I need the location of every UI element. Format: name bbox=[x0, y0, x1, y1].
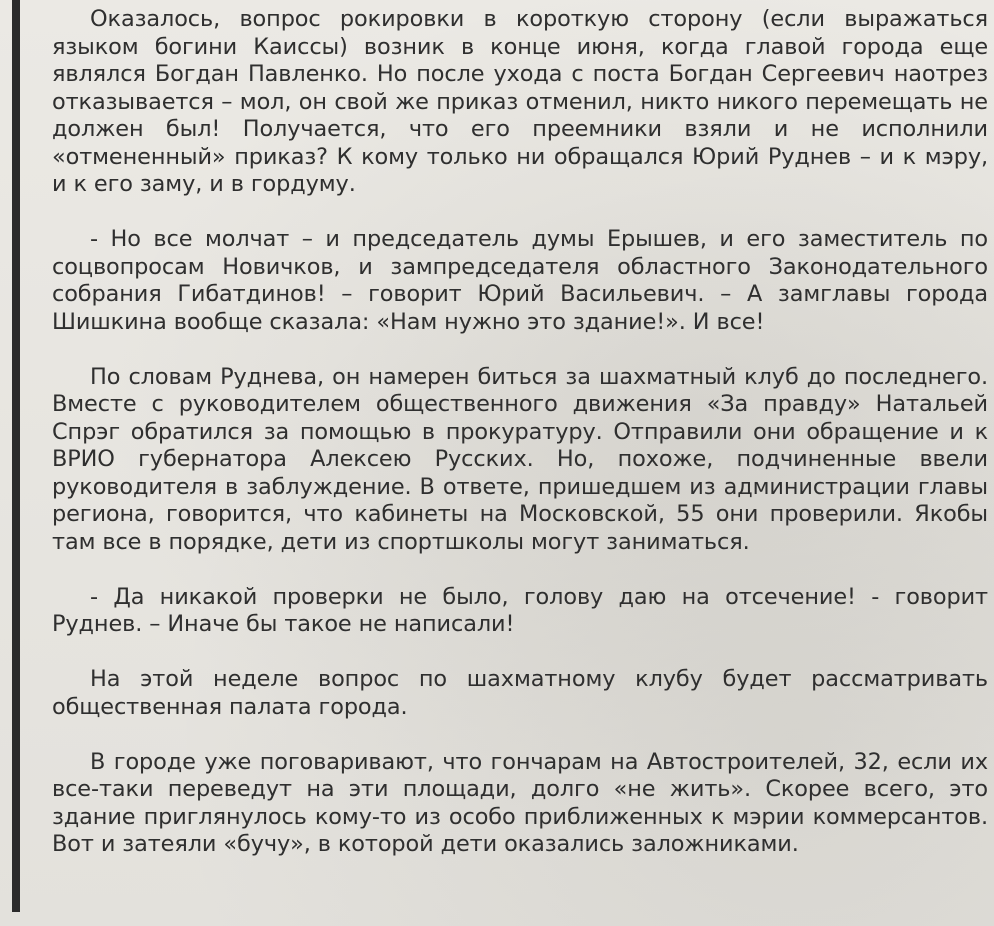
paragraph-2: - Но все молчат – и председатель думы Ерышев, и его заместитель по соцвопросам Новичков, и зампредседателя областного Законодательного собрания Гибатдинов! – говорит Юрий Васильевич. – А замглавы города Шишкина вообще сказала: «Нам нужно это здание!». И все! bbox=[52, 226, 988, 335]
paragraph-5: На этой неделе вопрос по шахматному клубу будет рассматривать общественная палата города. bbox=[52, 666, 988, 720]
paragraph-3: По словам Руднева, он намерен биться за шахматный клуб до последнего. Вместе с руководителем общественного движения «За правду» Натальей Спрэг обратился за помощью в прокуратуру. Отправили они обращение и к ВРИО губернатора Алексею Русских. Но, похоже, подчиненные ввели руководителя в заблуждение. В ответе, пришедшем из администрации главы региона, говорится, что кабинеты на Московской, 55 они проверили. Якобы там все в порядке, дети из спортшколы могут заниматься. bbox=[52, 363, 988, 555]
paragraph-4: - Да никакой проверки не было, голову даю на отсечение! - говорит Руднев. – Иначе бы такое не написали! bbox=[52, 583, 988, 637]
paragraph-6: В городе уже поговаривают, что гончарам на Автостроителей, 32, если их все-таки переведут на эти площади, долго «не жить». Скорее всего, это здание приглянулось кому-то из особо приближенных к мэрии коммерсантов. Вот и затеяли «бучу», в которой дети оказались заложниками. bbox=[52, 748, 988, 857]
paragraph-1: Оказалось, вопрос рокировки в короткую сторону (если выражаться языком богини Каиссы) возник в конце июня, когда главой города еще являлся Богдан Павленко. Но после ухода с поста Богдан Сергеевич наотрез отказывается – мол, он свой же приказ отменил, никто никого перемещать не должен был! Получается, что его преемники взяли и не исполнили «отмененный» приказ? К кому только ни обращался Юрий Руднев – и к мэру, и к его заму, и в гордуму. bbox=[52, 6, 988, 197]
column-rule bbox=[12, 0, 20, 912]
article-body bbox=[52, 6, 988, 859]
